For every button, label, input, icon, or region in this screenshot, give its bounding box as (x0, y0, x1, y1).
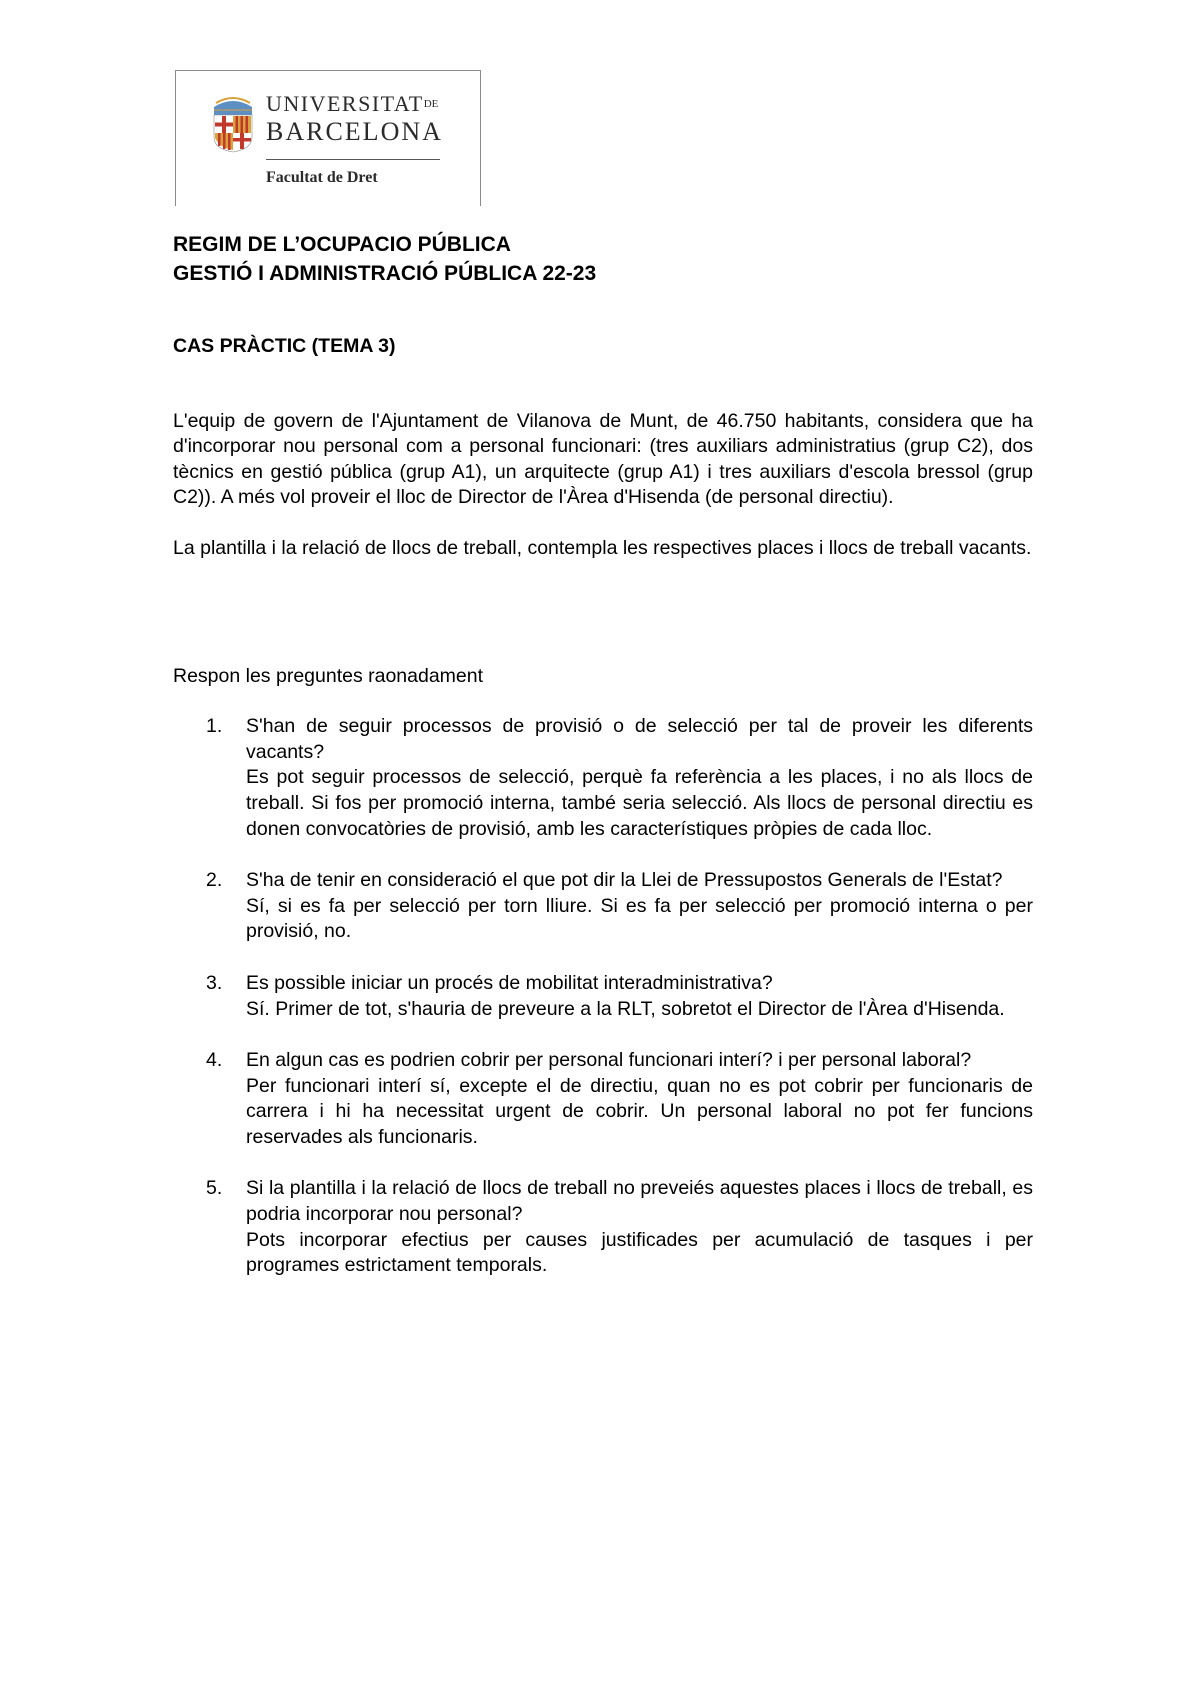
question-item-2 (173, 868, 1033, 945)
answer-text: Per funcionari interí sí, excepte el de directiu, quan no es pot cobrir per funcionaris de carrera i hi ha necessitat urgent de cobrir. Un personal laboral no pot fer funcions reservades als funcionaris. (246, 1074, 1033, 1148)
intro-paragraph-1: L'equip de govern de l'Ajuntament de Vilanova de Munt, de 46.750 habitants, considera que ha d'incorporar nou personal com a personal funcionari: (tres auxiliars administratius (grup C2), dos tècnics en gestió pública (grup A1), un arquitecte (grup A1) i tres auxiliars d'escola bressol (grup C2)). A més vol proveir el lloc de Director de l'Àrea d'Hisenda (de personal directiu). (173, 409, 1033, 509)
question-text: En algun cas es podrien cobrir per personal funcionari interí? i per personal laboral? (246, 1049, 972, 1072)
logo-divider (266, 159, 440, 160)
question-number: 1. (206, 715, 223, 738)
logo-line-universitat: UNIVERSITATDE (266, 91, 439, 116)
answer-text: Pots incorporar efectius per causes justificades per acumulació de tasques i per programes estrictament temporals. (246, 1228, 1033, 1277)
answer-text: Es pot seguir processos de selecció, perquè fa referència a les places, i no als llocs de treball. Si fos per promoció interna, també seria selecció. Als llocs de personal directiu es donen convocatòries de provisió, amb les característiques pròpies de cada lloc. (246, 766, 1033, 840)
question-number: 4. (206, 1049, 223, 1072)
instructions-text: Respon les preguntes raonadament (173, 664, 484, 687)
university-shield-icon (212, 93, 254, 153)
logo-wordmark (266, 93, 443, 145)
question-text: Es possible iniciar un procés de mobilitat interadministrativa? (246, 971, 773, 994)
logo-faculty-name: Facultat de Dret (266, 169, 378, 186)
question-text: S'ha de tenir en consideració el que pot dir la Llei de Pressupostos Generals de l'Estat? (246, 869, 1003, 892)
logo-de: DE (423, 98, 439, 110)
answer-text: Sí, si es fa per selecció per torn lliure. Si es fa per selecció per promoció interna o per provisió, no. (246, 894, 1033, 943)
question-text: Si la plantilla i la relació de llocs de treball no preveiés aquestes places i llocs de treball, es podria incorporar nou personal? (246, 1177, 1033, 1226)
questions-list (173, 714, 1033, 1279)
case-title: CAS PRÀCTIC (TEMA 3) (173, 335, 396, 357)
document-body (173, 230, 1033, 1305)
university-logo (175, 70, 481, 206)
logo-line-barcelona: BARCELONA (266, 117, 443, 146)
question-number: 3. (206, 971, 223, 994)
question-item-5 (173, 1176, 1033, 1278)
intro-paragraph-2: La plantilla i la relació de llocs de treball, contempla les respectives places i llocs de treball vacants. (173, 536, 1032, 559)
document-title-line1: REGIM DE L’OCUPACIO PÚBLICA (173, 233, 511, 256)
question-text: S'han de seguir processos de provisió o de selecció per tal de proveir les diferents vacants? (246, 715, 1033, 763)
question-number: 5. (206, 1177, 223, 1200)
question-item-1 (173, 714, 1033, 842)
question-item-3 (173, 971, 1033, 1022)
answer-text: Sí. Primer de tot, s'hauria de preveure a la RLT, sobretot el Director de l'Àrea d'Hisenda. (246, 997, 1005, 1020)
question-number: 2. (206, 869, 223, 892)
question-item-4 (173, 1048, 1033, 1150)
document-title-line2: GESTIÓ I ADMINISTRACIÓ PÚBLICA 22-23 (173, 262, 597, 285)
